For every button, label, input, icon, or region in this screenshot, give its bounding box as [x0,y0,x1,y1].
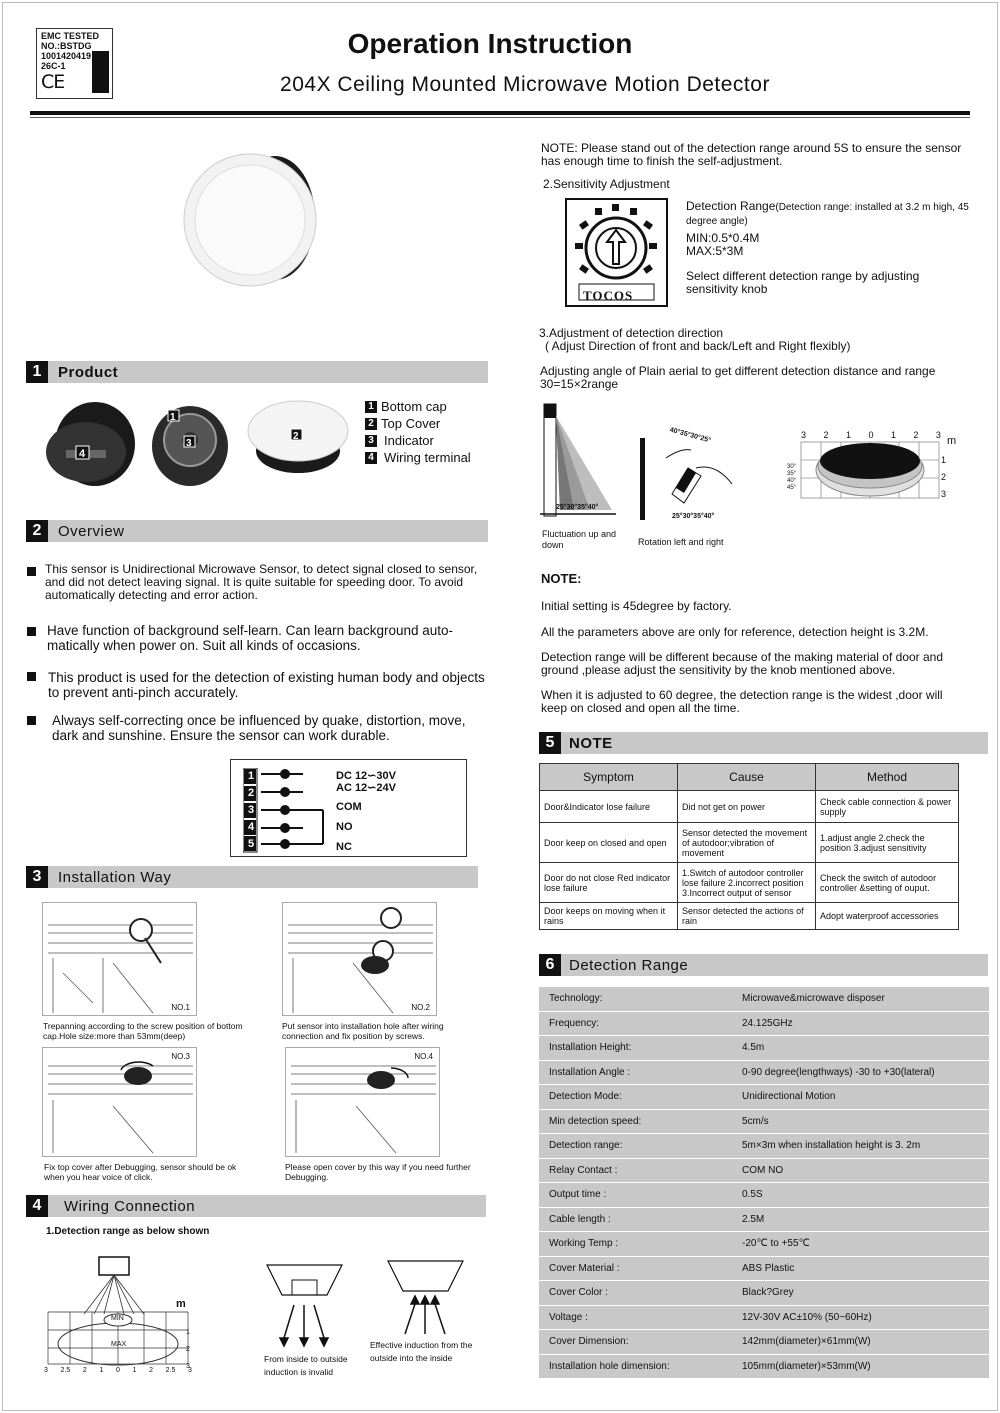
table-cell: Did not get on power [678,791,816,823]
overview-para: This product is used for the detection of existing human body and objects to prevent anti-pinch accurately. [48,670,485,700]
spec-row [539,1281,989,1306]
spec-value: 5m×3m when installation height is 3. 2m [742,1140,921,1152]
legend-label: Indicator [384,433,434,448]
wiring-subtitle: 1.Detection range as below shown [46,1226,210,1237]
row-label: 2 [186,1346,190,1353]
legend-label: Bottom cap [381,399,447,414]
spec-key: Voltage : [549,1311,588,1323]
product-photo [180,140,330,300]
note-top: NOTE: Please stand out of the detection range around 5S to ensure the sensor has enough time to finish the self-adjustment. [541,141,962,168]
axis-tick: 0 [868,430,874,440]
row-label: 2 [941,472,947,482]
spec-value: COM NO [742,1164,784,1176]
bullet-icon [27,627,36,636]
spec-value: 5cm/s [742,1115,769,1127]
header-rule [30,111,970,115]
note-heading: NOTE: [541,571,582,586]
row-label: 1 [186,1329,190,1336]
spec-key: Installation Angle : [549,1066,631,1078]
spec-value: -20℃ to +55℃ [742,1238,810,1250]
table-cell: Adopt waterproof accessories [816,903,959,930]
spec-row [539,1036,989,1061]
cert-line1: EMC TESTED [41,31,100,41]
spec-value: Microwave&microwave disposer [742,993,885,1005]
section-overview-header [26,520,488,542]
install-figure-4 [285,1047,440,1157]
table-row [540,823,959,863]
range-select: Select different detection range by adjusting sensitivity knob [686,269,920,296]
valid-caption: Effective induction from the outside into the inside [370,1340,473,1363]
spec-value: 24.125GHz [742,1017,793,1029]
fluct-caption: Fluctuation up and down [542,529,617,550]
axis-tick: 3 [935,430,941,440]
spec-key: Output time : [549,1189,607,1201]
spec-table [539,987,989,1379]
figure-number: NO.2 [411,1003,430,1012]
spec-key: Detection range: [549,1140,623,1152]
terminal-num: 4 [247,821,255,833]
section-number: 2 [26,520,48,542]
wiring-terminals [243,768,338,854]
overview-para: Have function of background self-learn. Can learn background auto-matically when power on. Suit all kinds of occasions. [47,623,453,653]
spec-key: Detection Mode: [549,1091,622,1103]
terminal-num: 3 [247,804,255,816]
legend-item [365,449,471,466]
axis-tick: 1 [890,430,896,440]
invalid-induction-diagram [262,1260,347,1352]
section-number: 4 [26,1195,48,1217]
spec-row [539,1134,989,1159]
spec-key: Cover Material : [549,1262,620,1274]
sensitivity-title: 2.Sensitivity Adjustment [543,177,670,191]
cert-line3: 1001420419 [41,51,92,61]
spec-value: ABS Plastic [742,1262,795,1274]
svg-text:3: 3 [186,438,192,449]
ceiling-drawing [283,903,438,1017]
section-label: NOTE [569,734,613,752]
spec-value: 12V-30V AC±10% (50~60Hz) [742,1311,872,1323]
spec-value: Black?Grey [742,1287,794,1299]
spec-value: 0.5S [742,1189,763,1201]
invalid-caption: From inside to outside induction is invalid [264,1354,348,1377]
spec-key: Installation Height: [549,1042,632,1054]
legend-num: 1 [365,401,377,413]
spec-value: 2.5M [742,1213,765,1225]
svg-text:4: 4 [79,448,86,460]
axis-tick: 2 [82,1367,87,1374]
product-parts-photo [38,396,358,496]
column-header: Method [816,764,959,791]
axis-tick: 2.5 [60,1367,71,1374]
spec-row [539,1061,989,1086]
legend-item [365,415,471,432]
row-label: 3 [941,489,947,499]
section-label: Detection Range [569,956,689,974]
spec-row [539,1110,989,1135]
spec-row [539,1208,989,1233]
section-number: 5 [539,732,561,754]
ceiling-drawing [43,903,198,1017]
range-max: MAX:5*3M [686,244,744,258]
section-label: Wiring Connection [64,1197,196,1215]
max-label: MAX [111,1341,127,1348]
min-label: MIN [111,1315,124,1322]
section-number: 3 [26,866,48,888]
spec-row [539,1306,989,1331]
deg-label: 40° [787,478,797,484]
table-cell: Door keep on closed and open [540,823,678,863]
section-number: 1 [26,361,48,383]
bullet-icon [27,672,36,681]
legend-label: Top Cover [381,416,441,431]
section-note-header [539,732,988,754]
figure-number: NO.1 [171,1003,190,1012]
grid-unit: m [947,435,957,447]
spec-key: Cover Dimension: [549,1336,629,1348]
overview-para: This sensor is Unidirectional Microwave Sensor, to detect signal closed to sensor, and did not detect leaving signal. It is quite suitable for speeding door. To avoid automatically detecting and error action. [45,562,478,602]
deg-label: 30° [787,464,797,470]
spec-key: Technology: [549,993,603,1005]
axis-tick: 2 [823,430,829,440]
rotation-top-angles: 40°35°30°25° [668,426,712,445]
legend-label: Wiring terminal [384,450,471,465]
direction-title: 3.Adjustment of detection direction [539,326,724,340]
rotation-bottom-angles: 25°30°35°40° [672,513,715,520]
grid-rows [941,452,946,503]
column-header: Symptom [540,764,678,791]
section-detection-header [539,954,988,976]
cert-line2: NO.:BSTDG [41,41,92,51]
range-axis [44,1367,192,1374]
spec-value: Unidirectional Motion [742,1091,836,1103]
spec-row [539,1355,989,1380]
knob-brand: TOCOS [583,288,634,303]
spec-row [539,1012,989,1037]
install-caption-1: Trepanning according to the screw position of bottom cap.Hole size:more than 53mm(deep) [43,1021,243,1041]
ce-mark: CE [41,71,65,93]
legend-item [365,398,471,415]
figure-number: NO.4 [414,1052,433,1061]
spec-row [539,987,989,1012]
axis-tick: 3 [44,1367,48,1374]
table-cell: Sensor detected the actions of rain [678,903,816,930]
spec-key: Frequency: [549,1017,600,1029]
no-label: NO [336,821,353,833]
nc-label: NC [336,841,352,853]
ceiling-drawing [286,1048,441,1158]
note-line-3: Detection range will be different because of the making material of door and ground ,please adjust the sensitivity by the knob mentioned above. [541,650,944,677]
spec-key: Min detection speed: [549,1115,642,1127]
axis-tick: 1 [845,430,851,440]
angle-text: Adjusting angle of Plain aerial to get different detection distance and range 30=15×2range [540,364,936,391]
spec-key: Relay Contact : [549,1164,618,1176]
legend-num: 2 [365,418,377,430]
row-label: 1 [941,455,947,465]
com-label: COM [336,801,362,813]
spec-row [539,1085,989,1110]
page-title: Operation Instruction [347,28,633,59]
axis-tick: 3 [801,430,807,440]
axis-tick: 2 [913,430,919,440]
direction-sub: ( Adjust Direction of front and back/Left and Right flexibly) [545,339,851,353]
section-label: Installation Way [58,868,172,886]
axis-tick: 2.5 [165,1367,176,1374]
section-wiring-header [26,1195,486,1217]
bullet-icon [27,567,36,576]
valid-induction-diagram [383,1256,468,1338]
fluctuation-diagram [540,400,620,520]
ac-label: AC 12∽24V [336,782,396,794]
range-title: Detection Range [686,199,776,213]
axis-tick: 0 [116,1367,120,1374]
spec-row [539,1330,989,1355]
spec-row [539,1159,989,1184]
range-ellipse-grid [799,440,947,502]
grid-axis [801,430,941,440]
section-installation-header [26,866,478,888]
cert-line4: 26C-1 [41,61,66,71]
column-header: Cause [678,764,816,791]
table-cell: Door keeps on moving when it rains [540,903,678,930]
table-header-row [540,764,959,791]
parts-legend [365,398,471,466]
spec-value: 4.5m [742,1042,765,1054]
overview-para: Always self-correcting once be influenced by quake, distortion, move, dark and sunshine. Ensure the sensor can work durable. [52,713,466,743]
legend-num: 3 [365,435,377,447]
wiring-diagram [230,759,467,857]
terminal-num: 5 [247,838,255,850]
section-number: 6 [539,954,561,976]
axis-tick: 1 [132,1367,137,1374]
bullet-icon [27,716,36,725]
spec-row [539,1183,989,1208]
spec-row [539,1232,989,1257]
spec-key: Cable length : [549,1213,611,1225]
range-grid-diagram [44,1252,204,1382]
deg-label: 35° [787,471,797,477]
deg-label: 45° [787,485,797,491]
install-caption-3: Fix top cover after Debugging, sensor should be ok when you hear voice of click. [44,1162,237,1182]
table-row [540,903,959,930]
range-min: MIN:0.5*0.4M [686,231,760,245]
table-cell: Check the switch of autodoor controller &setting of ouput. [816,863,959,903]
install-figure-3 [42,1047,197,1157]
table-cell: Door&Indicator lose failure [540,791,678,823]
section-label: Overview [58,522,125,540]
spec-key: Cover Color : [549,1287,608,1299]
header-rule-thin [30,117,970,118]
install-caption-4: Please open cover by this way if you need further Debugging. [285,1162,471,1182]
terminal-num: 2 [247,787,255,799]
table-row [540,863,959,903]
troubleshooting-table [539,763,959,930]
spec-key: Working Temp : [549,1238,619,1250]
legend-num: 4 [365,452,377,464]
dc-label: DC 12∽30V [336,770,396,782]
spec-row [539,1257,989,1282]
row-label: 3 [186,1363,190,1370]
axis-tick: 3 [188,1367,192,1374]
install-figure-2 [282,902,437,1016]
spec-value: 105mm(diameter)×53mm(W) [742,1360,871,1372]
table-cell: 1.adjust angle 2.check the position 3.adjust sensitivity [816,823,959,863]
spec-value: 142mm(diameter)×61mm(W) [742,1336,871,1348]
svg-text:2: 2 [293,431,299,442]
install-figure-1 [42,902,197,1016]
terminal-num: 1 [247,770,255,782]
rotation-caption: Rotation left and right [638,537,724,547]
grid-degrees [787,464,796,492]
page-subtitle: 204X Ceiling Mounted Microwave Motion Detector [280,73,770,96]
rotation-diagram [636,428,746,523]
legend-item [365,432,471,449]
table-cell: Sensor detected the movement of autodoor;vibration of movement [678,823,816,863]
table-cell: Door do not close Red indicator lose failure [540,863,678,903]
spec-value: 0-90 degree(lengthways) -30 to +30(lateral) [742,1066,935,1078]
note-line-4: When it is adjusted to 60 degree, the detection range is the widest ,door will keep on closed and open all the time. [541,688,943,715]
note-line-2: All the parameters above are only for reference, detection height is 3.2M. [541,625,929,639]
note-line-1: Initial setting is 45degree by factory. [541,599,732,613]
range-note: (Detection range: installed at 3.2 m high, 45 degree angle) [686,202,969,227]
table-cell: Check cable connection & power supply [816,791,959,823]
section-label: Product [58,363,119,381]
section-product-header [26,361,488,383]
axis-tick: 1 [99,1367,104,1374]
table-row [540,791,959,823]
table-cell: 1.Switch of autodoor controller lose failure 2.incorrect position 3.Incorrect output of sensor [678,863,816,903]
detection-range-block [686,200,986,228]
axis-tick: 2 [149,1367,154,1374]
ceiling-drawing [43,1048,198,1158]
spec-key: Installation hole dimension: [549,1360,670,1372]
range-unit: m [176,1298,186,1310]
install-caption-2: Put sensor into installation hole after wiring connection and fix position by screws. [282,1021,444,1041]
figure-number: NO.3 [171,1052,190,1061]
fan-angles: 25°30°35°40° [556,504,599,511]
svg-text:1: 1 [170,412,176,423]
